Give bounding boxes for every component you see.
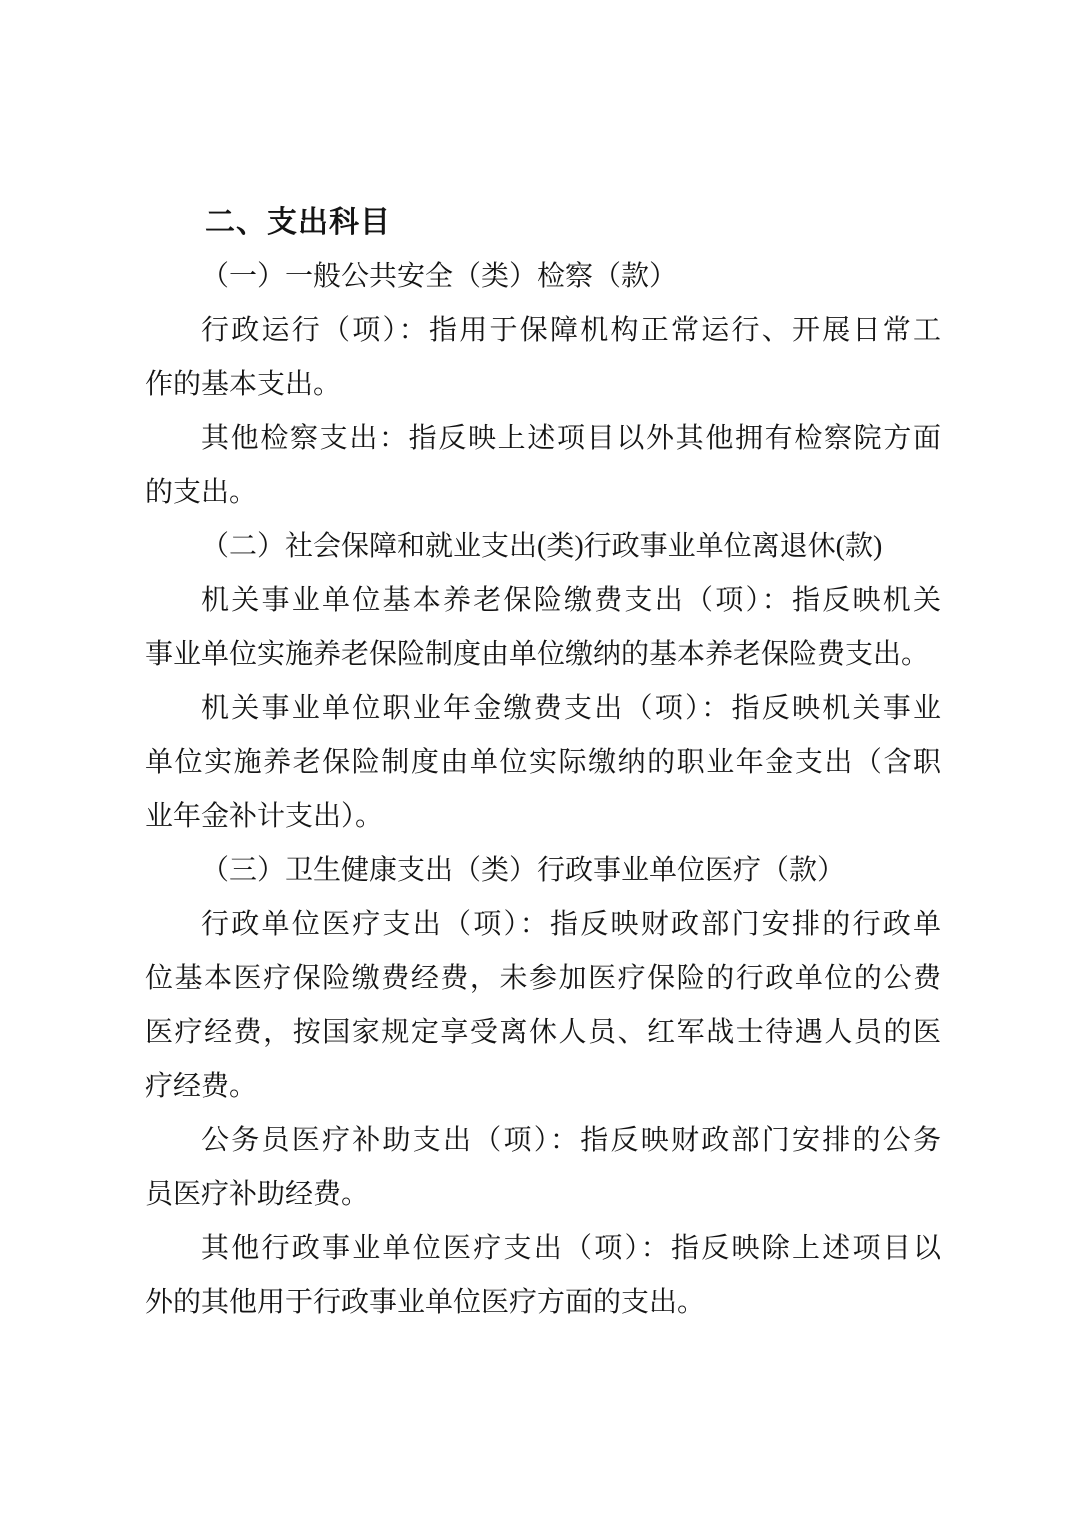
paragraph-line: （三）卫生健康支出（类）行政事业单位医疗（款） xyxy=(201,855,846,886)
document-body xyxy=(145,250,941,1330)
paragraph-line: 位基本医疗保险缴费经费，未参加医疗保险的行政单位的公费 xyxy=(145,963,941,994)
paragraph-line: 医疗经费，按国家规定享受离休人员、红军战士待遇人员的医 xyxy=(145,1017,941,1048)
paragraph-line: 公务员医疗补助支出（项）：指反映财政部门安排的公务 xyxy=(201,1125,941,1156)
paragraph xyxy=(145,898,941,1114)
paragraph xyxy=(145,250,941,304)
paragraph-line: 其他检察支出：指反映上述项目以外其他拥有检察院方面 xyxy=(201,423,941,454)
paragraph-line: 的支出。 xyxy=(145,477,258,508)
section-heading: 二、支出科目 xyxy=(205,206,391,239)
paragraph-line: 员医疗补助经费。 xyxy=(145,1179,370,1210)
paragraph-line: 机关事业单位职业年金缴费支出（项）：指反映机关事业 xyxy=(201,693,941,724)
paragraph-line: 事业单位实施养老保险制度由单位缴纳的基本养老保险费支出。 xyxy=(145,639,930,670)
paragraph-line: 单位实施养老保险制度由单位实际缴纳的职业年金支出（含职 xyxy=(145,747,941,778)
paragraph-line: 行政运行（项）：指用于保障机构正常运行、开展日常工 xyxy=(201,315,941,346)
paragraph xyxy=(145,844,941,898)
paragraph xyxy=(145,412,941,520)
paragraph-line: （一）一般公共安全（类）检察（款） xyxy=(201,261,678,292)
paragraph xyxy=(145,304,941,412)
paragraph-line: 作的基本支出。 xyxy=(145,369,342,400)
paragraph-line: 外的其他用于行政事业单位医疗方面的支出。 xyxy=(145,1287,706,1318)
paragraph-line: （二）社会保障和就业支出(类)行政事业单位离退休(款) xyxy=(201,531,883,562)
paragraph xyxy=(145,682,941,844)
paragraph xyxy=(145,1114,941,1222)
paragraph-line: 疗经费。 xyxy=(145,1071,258,1102)
paragraph-line: 行政单位医疗支出（项）：指反映财政部门安排的行政单 xyxy=(201,909,941,940)
paragraph xyxy=(145,1222,941,1330)
paragraph xyxy=(145,574,941,682)
paragraph-line: 其他行政事业单位医疗支出（项）：指反映除上述项目以 xyxy=(201,1233,941,1264)
paragraph-line: 机关事业单位基本养老保险缴费支出（项）：指反映机关 xyxy=(201,585,941,616)
paragraph-line: 业年金补计支出）。 xyxy=(145,801,384,832)
paragraph xyxy=(145,520,941,574)
document-content xyxy=(145,196,941,1330)
